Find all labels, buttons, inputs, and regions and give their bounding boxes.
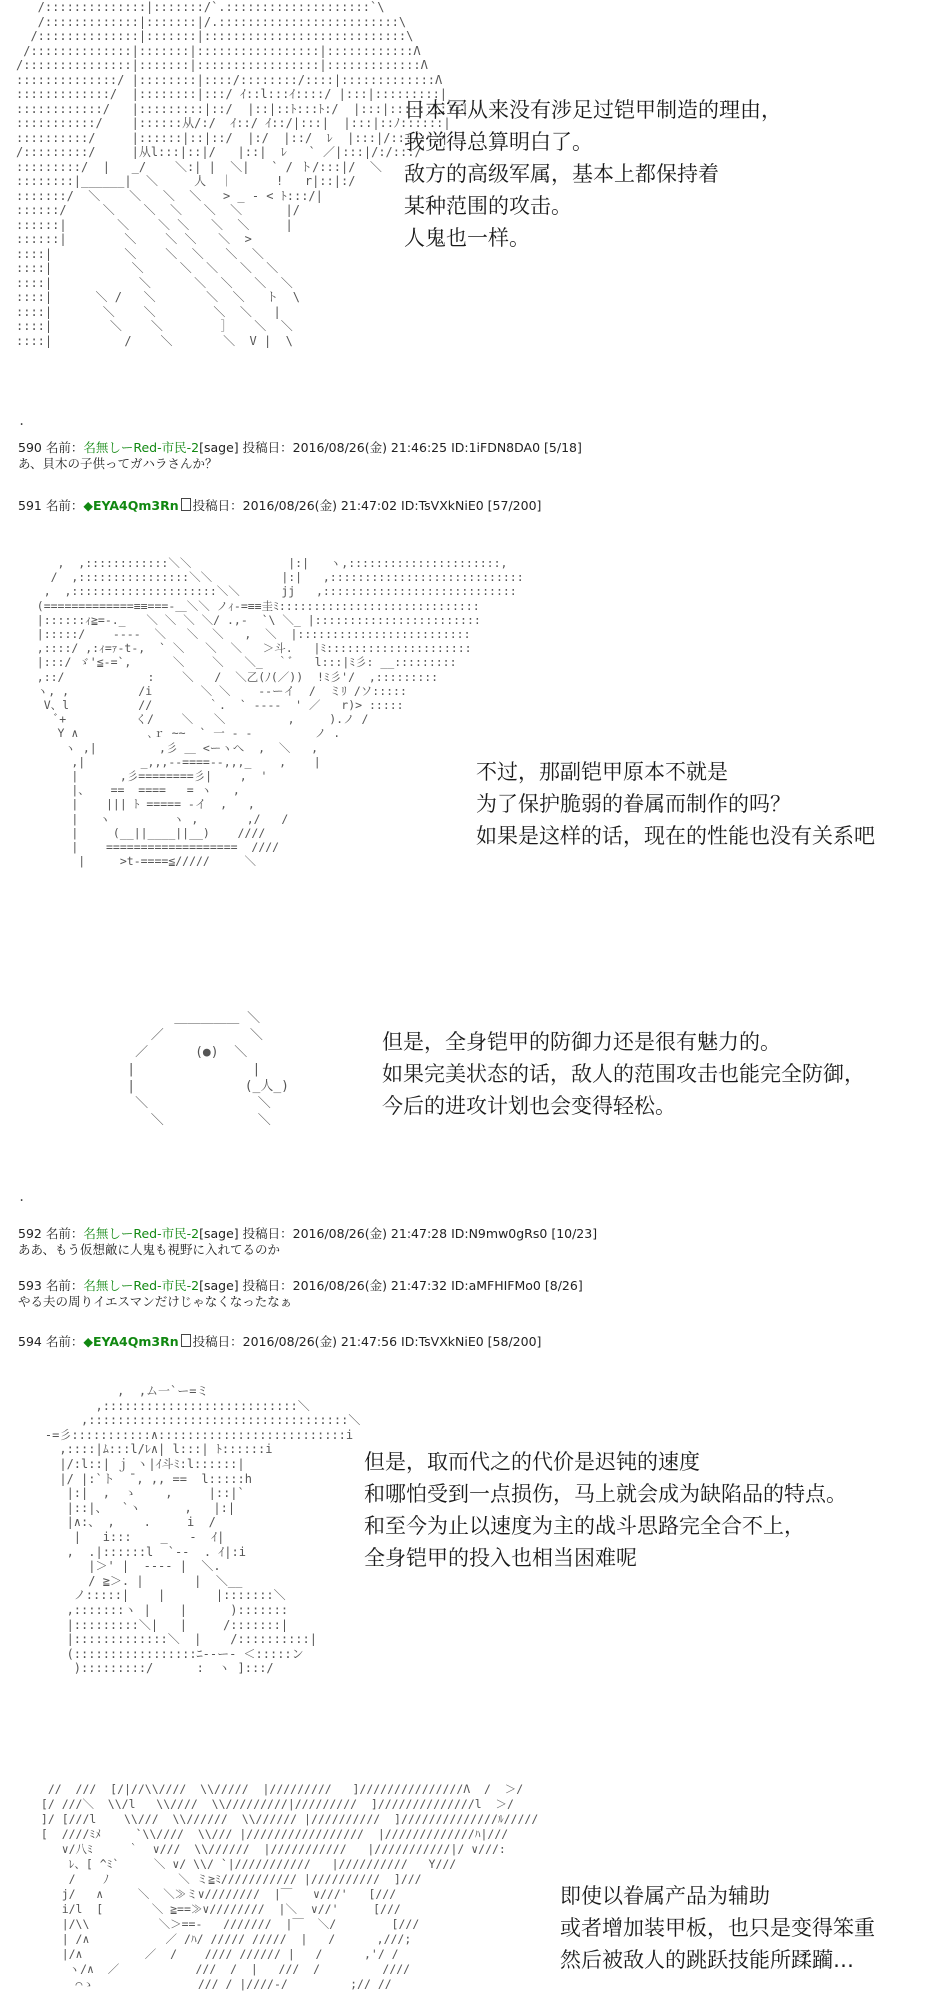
- date-label: 投稿日：: [192, 1334, 243, 1349]
- poster-id[interactable]: ID:1iFDN8DA0: [451, 440, 541, 455]
- unknown-glyph-box-icon: [181, 1334, 191, 1347]
- post-number: 591: [18, 498, 42, 513]
- post-count: [58/200]: [487, 1334, 542, 1349]
- post-date: 2016/08/26(金) 21:47:02: [242, 498, 398, 513]
- caption-line: 某种范围的攻击。: [404, 194, 572, 218]
- post-number: 593: [18, 1278, 42, 1293]
- date-label: 投稿日：: [242, 1226, 293, 1241]
- caption-line: 和至今为止以速度为主的战斗思路完全合不上，: [364, 1514, 805, 1538]
- caption-line: 即使以眷属产品为辅助: [560, 1884, 770, 1908]
- caption-panel-2: [476, 756, 875, 852]
- caption-line: 或者增加装甲板，也只是变得笨重: [560, 1916, 875, 1940]
- poster-trip[interactable]: ◆EYA4Qm3Rn: [83, 498, 179, 513]
- post-number: 592: [18, 1226, 42, 1241]
- girl-with-cap-art: , ,ム一`ー=ミ ,:::::::::::::::::::::::::::＼ ,::::::::::::::::::::::::::::::::::::＼ -=彡:::::::::::∧::::::::::::::::::::::::::i ,::::|ﾑ:::l/ﾚ∧| l:::| ﾄ::::::i |/:l::| ｊ ヽ|ｲ斗ﾐ:l::::::| |/ |:`ト ̄ , ,, == l:::::h |:| , ゝ , |::|` |::|、 `ヽ , |:| |∧:、 , . i / | i::: _ - ｲ| , .|::::::l `-- . ｲ|:i |＞' | ---- | ＼. / ≧＞. | | ＼__ ノ:::::| | |:::::::＼ ,:::::::ヽ | | )::::::: |:::::::::＼| | /:::::::| |:::::::::::::＼ | /::::::::::| (:::::::::::::::::ﾆ-‐ー- ＜:::::ン ):::::::::/ : ヽ ]:::/: [44, 1384, 361, 1676]
- name-label: 名前：: [45, 440, 84, 455]
- post-header: [18, 1226, 597, 1242]
- poster-name[interactable]: 名無しーRed-市民-2: [83, 440, 200, 455]
- caption-line: 和哪怕受到一点损伤，马上就会成为缺陷品的特点。: [364, 1482, 847, 1506]
- poster-trip[interactable]: ◆EYA4Qm3Rn: [83, 1334, 179, 1349]
- post-header: [18, 1278, 583, 1294]
- post-count: [57/200]: [487, 498, 542, 513]
- name-label: 名前：: [45, 1226, 84, 1241]
- caption-line: 今后的进攻计划也会变得轻松。: [382, 1094, 676, 1118]
- name-label: 名前：: [45, 1278, 84, 1293]
- name-label: 名前：: [45, 498, 84, 513]
- poster-name[interactable]: 名無しーRed-市民-2: [83, 1226, 200, 1241]
- name-label: 名前：: [45, 1334, 84, 1349]
- post-count: [8/26]: [544, 1278, 583, 1293]
- post-number: 594: [18, 1334, 42, 1349]
- caption-panel-5: [560, 1880, 875, 1976]
- separator-dot: .: [18, 1190, 26, 1204]
- armored-character-art: /::::::::::::::|:::::::/`.::::::::::::::::::::`\ /:::::::::::::|:::::::|/.:::::::::::::::::::::::::\ /::::::::::::::|:::::::|::::::::::::::::::::::::::::\ /::::::::::::::|:::::::|:::::::::::::::::|::::::::::::Λ /:::::::::::::::|:::::::|:::::::::::::::::|:::::::::::::Λ ::::::::::::::/ |::::::::|::::/::::::::/::::|:::::::::::::Λ :::::::::::::/ |::::::::|:::/ ｲ::l:::ｲ::::/ |:::|:::::::::| ::::::::::::/ |:::::::::|::/ |::|::ﾄ:::ﾄ:/ |:::|::::::::::| :::::::::::/ |::::::从/:/ ｲ::/ ｲ::/|:::| |:::|::ﾉ::::::| ::::::::::/ |::::::|::|::/ |:/ |::/ ﾚ |:::|/:::/:::| /:::::::::/ |从l:::|::|/ |::| ﾚ ` ／|:::|/:/:::/ :::::::::/ | _/ ＼:| | ＼| ` / ト/:::|/ ＼ ::::::::|______| ＼ 人 ｜ ! r|::|:/ :::::::/ ＼ ＼ ＼ ＼ > _ - < ﾄ:::/| ::::::/ ＼ ＼ ＼ ＼ ＼ |/ ::::::| ＼ ＼ ＼ ＼ ＼ | ::::::| ＼ ＼ ＼ ＼ > ::::| ＼ ＼ ＼ ＼ ＼ ::::| ＼ ＼ ＼ ＼ ＼ ::::| ＼ ＼ ＼ ＼ ＼ ::::| ＼ / ＼ ＼ ＼ ト \ ::::| ＼ ＼ ＼ ＼ | ::::| ＼ ＼ ］ ＼ ＼ ::::| / ＼ ＼ V | \: [16, 0, 469, 348]
- caption-line: 全身铠甲的投入也相当困难呢: [364, 1546, 637, 1570]
- poster-id[interactable]: ID:TsVXkNiE0: [401, 498, 484, 513]
- caption-line: 我觉得总算明白了。: [404, 130, 593, 154]
- caption-line: 然后被敌人的跳跃技能所蹂躏…: [560, 1948, 854, 1972]
- caption-line: 但是，取而代之的代价是迟钝的速度: [364, 1450, 700, 1474]
- caption-panel-4: [364, 1446, 847, 1574]
- post-date: 2016/08/26(金) 21:47:32: [292, 1278, 448, 1293]
- mail-field: [sage]: [199, 1278, 239, 1293]
- post-header: [18, 1334, 541, 1350]
- date-label: 投稿日：: [192, 498, 243, 513]
- date-label: 投稿日：: [242, 440, 293, 455]
- poster-id[interactable]: ID:N9mw0gRs0: [451, 1226, 548, 1241]
- round-creature-art: ＿＿＿＿＿ ＼ ／ ＼ ／ (●) ＼ | | | (_人_) ＼ ＼ ＼ ＼: [127, 1011, 290, 1128]
- date-label: 投稿日：: [242, 1278, 293, 1293]
- caption-line: 不过，那副铠甲原本不就是: [476, 760, 728, 784]
- slashed-armor-art: // /// [/|//\\//// \\///// |///////// ]///////////////Λ / ＞/ [/ ///＼ \\/l \\//// \\/////////|///////// ]//////////////l ＞/ ]/ [///l \\/// \\////// \\////// |////////// ]//////////////ﾙ///// [ ////ﾐﾒ `\\//// \\/// |///////////////// |/////////////ﾊ|/// ∨/八ﾐ ｀ ∨/// \\////// |/////////// |///////////|/ ∨///: ﾚ、[ ^ﾐ` ＼ ∨/ \\/ `|/////////// |////////// Y/// / ﾉ ＼ ミ≧ﾐ/////////// |////////// ]/// j/ ∧ ＼ ＼≫ミ∨//////// |￣ ∨///' [/// i/l [ ＼ ≧==≫∨//////// |＼ ∨//' [/// |/\\ ＼＞==- /////// |￣ ＼/ [/// | /∧ ／ /ﾊ/ ///// ///// | / ,///; |/∧ ／ / //// ////// | / ,'/ / ヽ/∧ ／ /// / | /// / //// ⌒ゝ /// / |////-/ ;// //: [40, 1782, 539, 1991]
- post-591: [18, 498, 541, 514]
- separator-dot: .: [18, 414, 26, 428]
- post-body: やる夫の周りイエスマンだけじゃなくなったなぁ: [18, 1294, 293, 1309]
- mail-field: [sage]: [199, 440, 239, 455]
- caption-panel-3: [382, 1026, 865, 1122]
- post-count: [10/23]: [551, 1226, 598, 1241]
- post-header: [18, 440, 582, 456]
- poster-id[interactable]: ID:TsVXkNiE0: [401, 1334, 484, 1349]
- unknown-glyph-box-icon: [181, 498, 191, 511]
- caption-line: 但是，全身铠甲的防御力还是很有魅力的。: [382, 1030, 781, 1054]
- mail-field: [sage]: [199, 1226, 239, 1241]
- scarred-face-art: , ,::::::::::::＼＼ |:| ヽ,::::::::::::::::::::::, / ,::::::::::::::::＼＼ |:| ,:::::::::::::::::::::::::::: , ,:::::::::::::::::::::＼＼ jj ,:::::::::::::::::::::::::::: (=============≡≡===-＿＼＼ ノｨ-=≡≡圭ﾐ::::::::::::::::::::::::::::: |::::::ｨ≧=-._ ＼ ＼ ＼ ＼/ .,- `\ ＼_ |:::::::::::::::::::::::: |:::::/ ---- ＼ ＼ ＼ , ＼ |::::::::::::::::::::::::: ,::::/ ,:ｨ=ｧ-t-, ` ＼ ＼ ＼ ＞斗. |ﾐ::::::::::::::::::::: |:::/ ゞ'≦-=`, ＼ ＼ ＼_ ｀ﾞ l:::|ﾐ彡: __::::::::: ,::/ : ＼ / ＼乙(ﾉ(／)) !ﾐ彡'/ ,::::::::: ヽ, , /i ＼ ＼ --ーイ / ミﾘ /ソ::::: V、l // ｀. ` ---- ' ／ r)> ::::: ﾞ+ く/ ＼ ＼ , ).ノ / Y ∧ ､ｒ ~~ ` 一 - - ノ . ヽ ,| ,彡 ＿ <ーヽへ , ＼ , ,| _,,,--====--,,,_ , | | ,彡========彡| , ' |、 == ==== = ヽ , | ||| ﾄ ===== -イ , , | ヽ ヽ , ,/ / | (__||____||__) //// | =================== //// | >t-====≦///// ＼: [36, 556, 524, 869]
- post-body: あ、貝木の子供ってガハラさんか？: [18, 456, 218, 471]
- post-592: [18, 1226, 597, 1258]
- post-header: [18, 498, 541, 514]
- caption-line: 日本军从来没有涉足过铠甲制造的理由，: [404, 98, 782, 122]
- caption-line: 如果完美状态的话，敌人的范围攻击也能完全防御，: [382, 1062, 865, 1086]
- post-590: [18, 440, 582, 472]
- caption-line: 敌方的高级军属，基本上都保持着: [404, 162, 719, 186]
- post-date: 2016/08/26(金) 21:47:28: [292, 1226, 448, 1241]
- poster-name[interactable]: 名無しーRed-市民-2: [83, 1278, 200, 1293]
- post-count: [5/18]: [544, 440, 582, 455]
- caption-line: 为了保护脆弱的眷属而制作的吗？: [476, 792, 791, 816]
- post-date: 2016/08/26(金) 21:46:25: [292, 440, 448, 455]
- caption-panel-1: [404, 94, 782, 254]
- post-number: 590: [18, 440, 42, 455]
- post-594: [18, 1334, 541, 1350]
- post-date: 2016/08/26(金) 21:47:56: [242, 1334, 398, 1349]
- caption-line: 人鬼也一样。: [404, 226, 530, 250]
- poster-id[interactable]: ID:aMFHIFMo0: [451, 1278, 541, 1293]
- caption-line: 如果是这样的话，现在的性能也没有关系吧: [476, 824, 875, 848]
- post-body: ああ、もう仮想敵に人鬼も視野に入れてるのか: [18, 1242, 281, 1257]
- post-593: [18, 1278, 583, 1310]
